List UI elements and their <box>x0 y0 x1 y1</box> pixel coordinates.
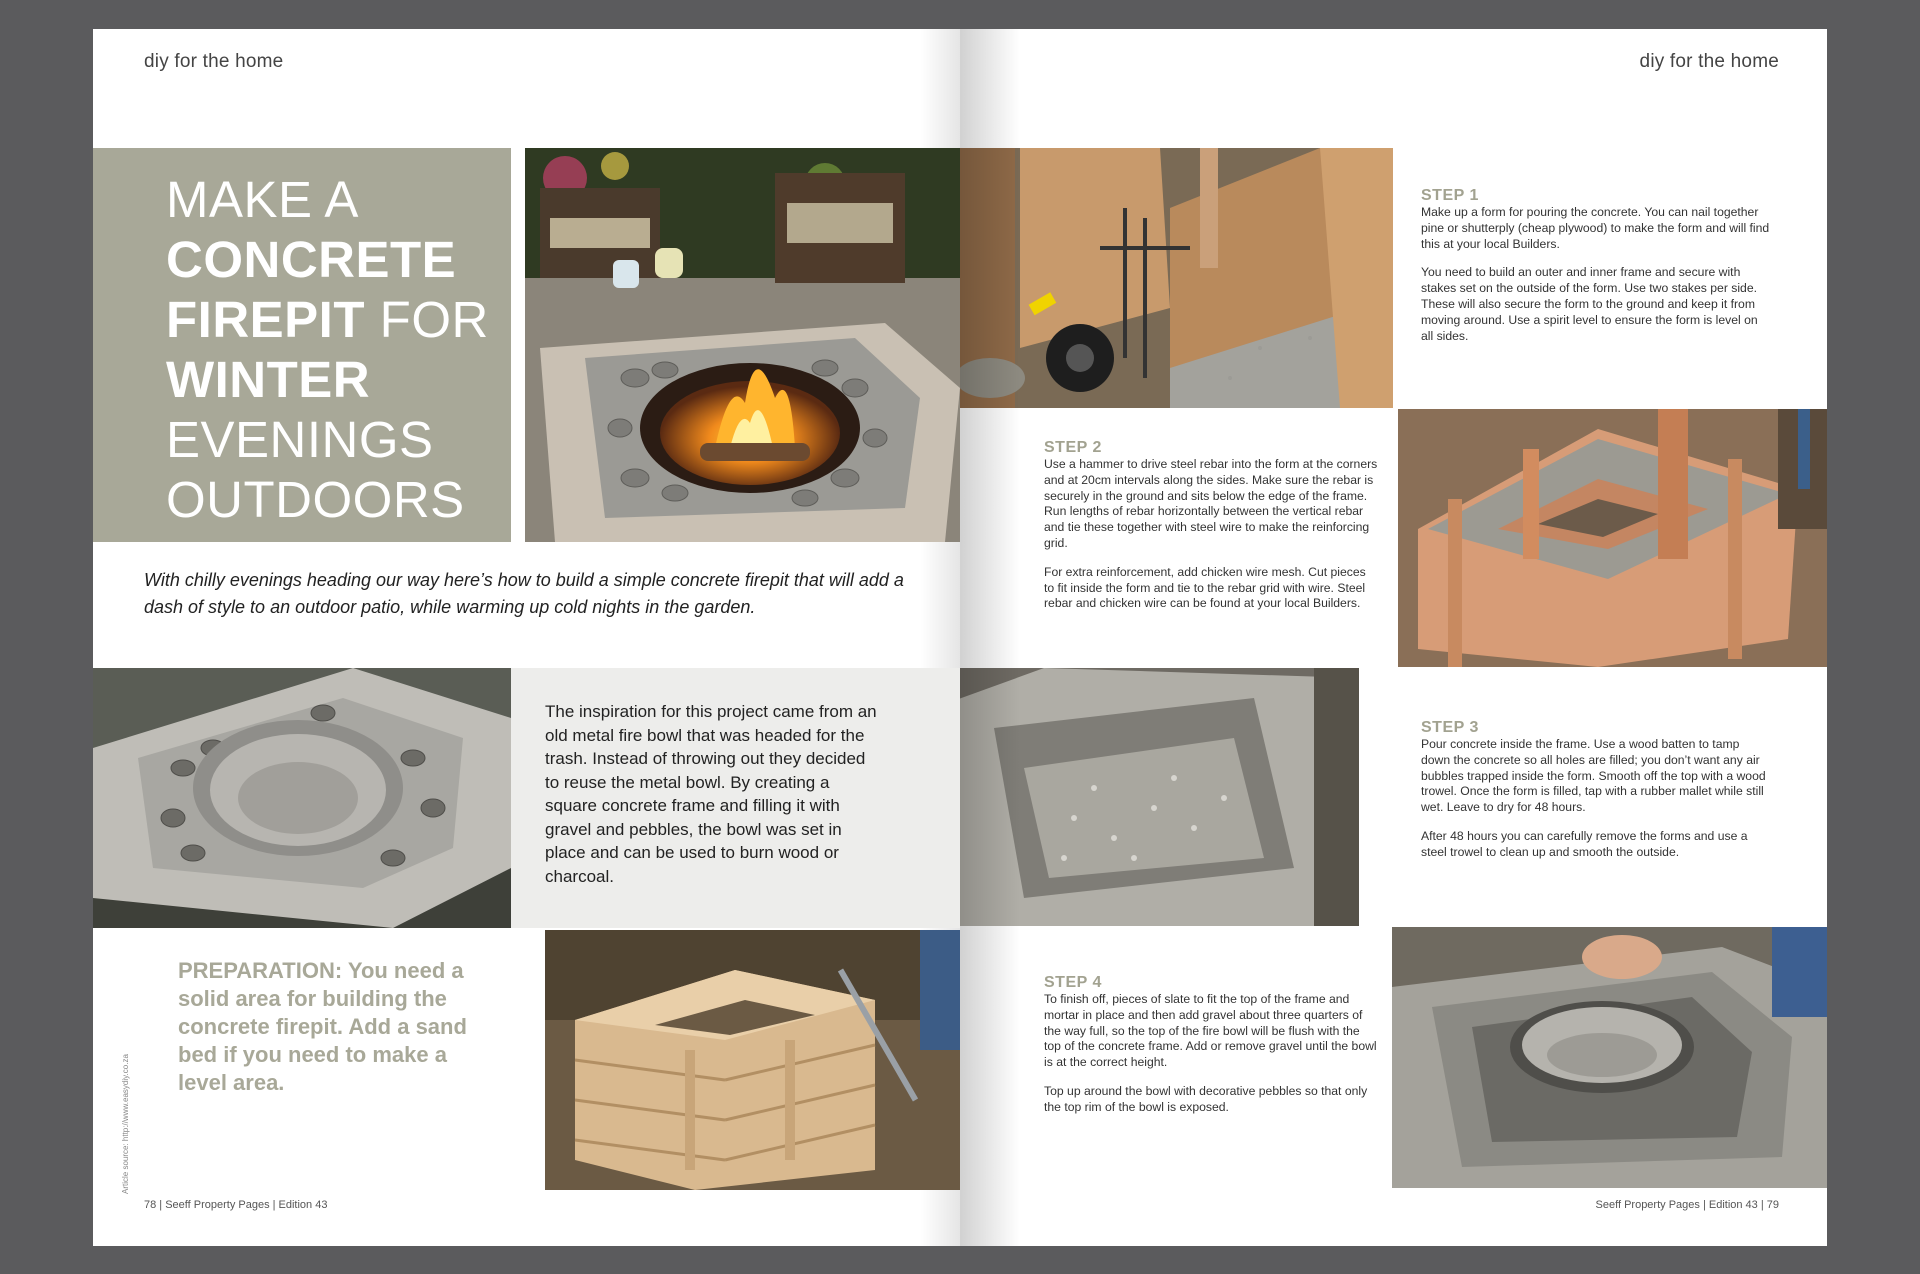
photo-finished-bowl <box>93 668 511 928</box>
step-1-heading: STEP 1 <box>1421 187 1479 204</box>
article-credit: Article source: http://www.easydiy.co.za <box>121 1054 130 1194</box>
left-page <box>93 29 960 1246</box>
photo-wood-form <box>545 930 960 1190</box>
title-word: WINTER <box>166 351 371 408</box>
article-title <box>166 170 489 530</box>
title-line <box>166 350 489 410</box>
title-word: EVENINGS <box>166 411 434 468</box>
step-2-paragraph: For extra reinforcement, add chicken wire mesh. Cut pieces to fit inside the form and tie to the rebar grid with wire. Steel rebar and chicken wire can be found at your local Builders. <box>1044 564 1366 611</box>
photo-concrete-frame-gravel <box>960 668 1359 926</box>
step-3-paragraph: Pour concrete inside the frame. Use a wood batten to tamp down the concrete so all holes are filled; you don’t want any air bubbles trapped inside the form. Smooth off the top with a wood trowel. Once the form is filled, tap with a rubber mallet while still wet. Leave to dry for 48 hours. <box>1421 737 1766 815</box>
preparation-text: PREPARATION: You need a solid area for building the concrete firepit. Add a sand bed if you need to make a level area. <box>178 958 467 1095</box>
step-4-heading: STEP 4 <box>1044 974 1102 991</box>
step-2 <box>1044 439 1379 625</box>
step-3 <box>1421 719 1771 874</box>
title-word: CONCRETE <box>166 231 457 288</box>
page-header: diy for the home <box>1639 51 1779 72</box>
right-page <box>960 29 1827 1246</box>
title-word: FOR <box>365 291 489 348</box>
title-line <box>166 410 489 470</box>
hero-photo-firepit <box>525 148 960 542</box>
title-line <box>166 230 489 290</box>
step-4-paragraph: Top up around the bowl with decorative pebbles so that only the top rim of the bowl is exposed. <box>1044 1083 1368 1114</box>
step-4-paragraph: To finish off, pieces of slate to fit the top of the frame and mortar in place and then add gravel about three quarters of the way full, so the top of the fire bowl will be flush with the top of the concrete frame. Add or remove gravel until the bowl is at the correct height. <box>1044 992 1377 1070</box>
step-1-paragraph: Make up a form for pouring the concrete. You can nail together pine or shutterply (cheap plywood) to make the form and will find this at your local Builders. <box>1421 205 1770 251</box>
step-4 <box>1044 974 1379 1129</box>
step-1 <box>1421 187 1771 357</box>
photo-placing-bowl <box>1392 927 1827 1188</box>
article-intro: With chilly evenings heading our way here’s how to build a simple concrete firepit that will add a dash of style to an outdoor patio, while warming up cold nights in the garden. <box>144 570 904 617</box>
title-line <box>166 170 489 230</box>
step-2-heading: STEP 2 <box>1044 439 1102 456</box>
inspiration-text: The inspiration for this project came from an old metal fire bowl that was headed for the trash. Instead of throwing out they decided to reuse the metal bowl. By creating a square concrete frame and filling it with gravel and pebbles, the bowl was set in place and can be used to burn wood or charcoal. <box>545 702 877 886</box>
step-2-paragraph: Use a hammer to drive steel rebar into the form at the corners and at 20cm intervals along the sides. Make sure the rebar is securely in the ground and sits below the edge of the frame. Run lengths of rebar horizontally between the vertical rebar and tie these together with steel wire to make the reinforcing grid. <box>1044 457 1378 550</box>
photo-poured-concrete <box>1398 409 1827 667</box>
title-word: MAKE A <box>166 171 359 228</box>
page-header: diy for the home <box>144 51 284 72</box>
title-box <box>93 148 511 542</box>
magazine-spread <box>93 29 1827 1246</box>
step-3-heading: STEP 3 <box>1421 719 1479 736</box>
title-word: FIREPIT <box>166 291 366 348</box>
step-3-paragraph: After 48 hours you can carefully remove the forms and use a steel trowel to clean up and smooth the outside. <box>1421 828 1748 859</box>
photo-rebar-form <box>960 148 1393 408</box>
step-1-paragraph: You need to build an outer and inner frame and secure with stakes set on the outside of the form. Use two stakes per side. These will also secure the form to the ground and keep it from moving around. Use a spirit level to ensure the form is level on all sides. <box>1421 265 1758 343</box>
title-line <box>166 290 489 350</box>
title-word: OUTDOORS <box>166 471 465 528</box>
page-footer: Seeff Property Pages | Edition 43 | 79 <box>1595 1199 1779 1211</box>
page-footer: 78 | Seeff Property Pages | Edition 43 <box>144 1199 328 1211</box>
title-line <box>166 470 489 530</box>
inspiration-panel <box>511 668 960 928</box>
